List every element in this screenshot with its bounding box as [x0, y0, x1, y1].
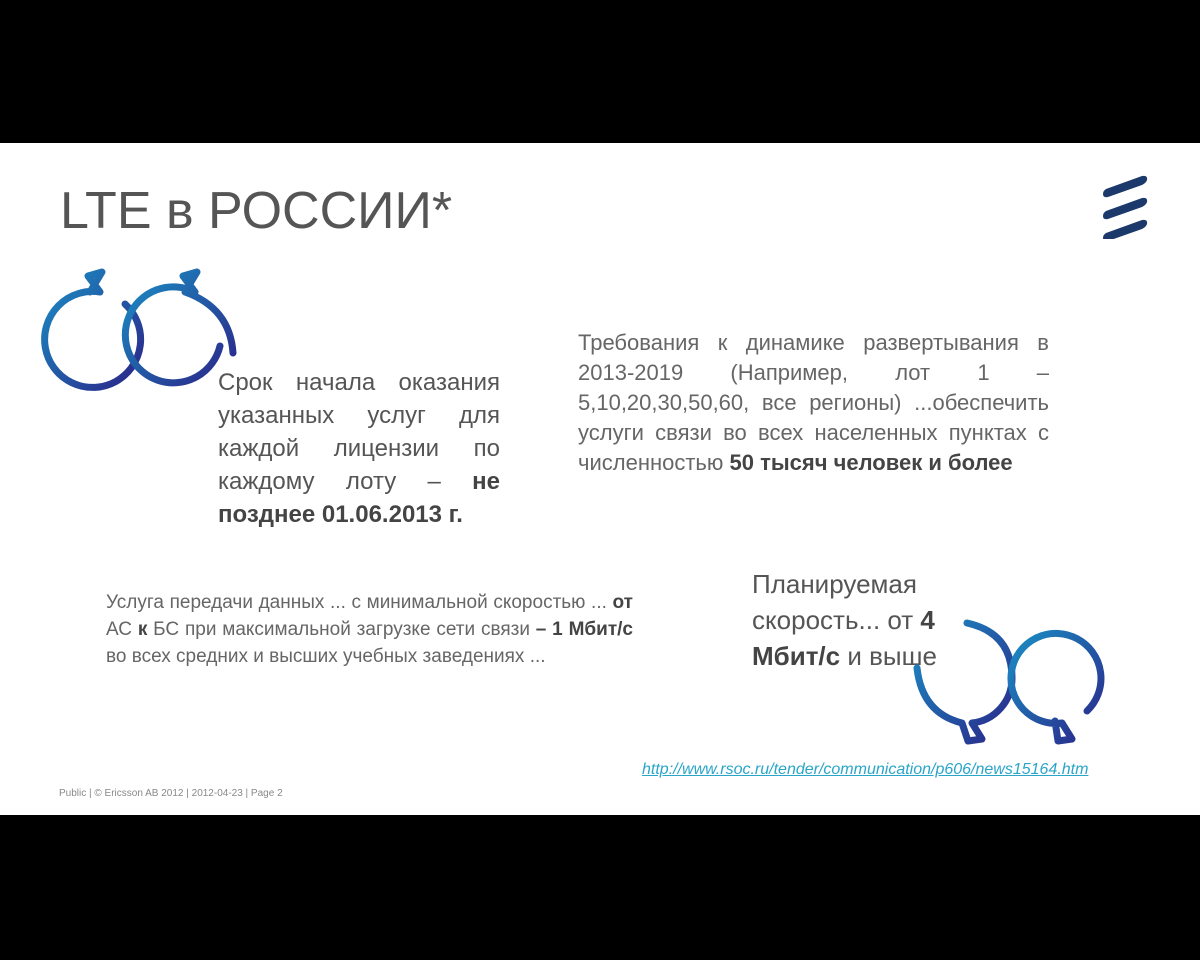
service-part3: БС при максимальной загрузке сети связи	[147, 619, 536, 640]
deadline-plain: Срок начала оказания указанных услуг для каждой лицензии по каждому лоту –	[218, 369, 500, 495]
service-part2: АС	[106, 619, 138, 640]
speed-plain2: и выше	[840, 641, 937, 671]
slide	[0, 143, 1200, 815]
service-bold3: – 1 Мбит/с	[535, 619, 633, 640]
deadline-text	[218, 366, 500, 531]
page-title: LTE в РОССИИ*	[60, 182, 453, 240]
footer: Public | © Ericsson AB 2012 | 2012-04-23 | Page 2	[59, 788, 283, 799]
deadline-bold: не позднее 01.06.2013 г.	[218, 468, 500, 528]
ericsson-logo-icon	[1100, 175, 1150, 239]
requirements-text	[578, 328, 1049, 478]
service-bold2: к	[137, 619, 148, 640]
requirements-plain: Требования к динамике развертывания в 2013-2019 (Например, лот 1 – 5,10,20,30,50,60, все регионы) ...обеспечить услуги связи во всех населенных пунктах с численностью	[578, 330, 1049, 475]
service-bold1: от	[612, 592, 633, 613]
speed-plain: Планируемая скорость... от	[752, 569, 921, 635]
service-part4: во всех средних и высших учебных заведениях ...	[106, 646, 546, 667]
speed-bold: 4 Мбит/с	[752, 605, 935, 671]
service-part1: Услуга передачи данных ... с минимальной скоростью ...	[106, 592, 613, 613]
source-link[interactable]: http://www.rsoc.ru/tender/communication/p606/news15164.htm	[642, 761, 1089, 778]
service-text	[106, 589, 633, 670]
requirements-bold: 50 тысяч человек и более	[729, 450, 1013, 475]
quote-open-icon	[30, 268, 245, 398]
quote-close-icon	[912, 613, 1137, 748]
